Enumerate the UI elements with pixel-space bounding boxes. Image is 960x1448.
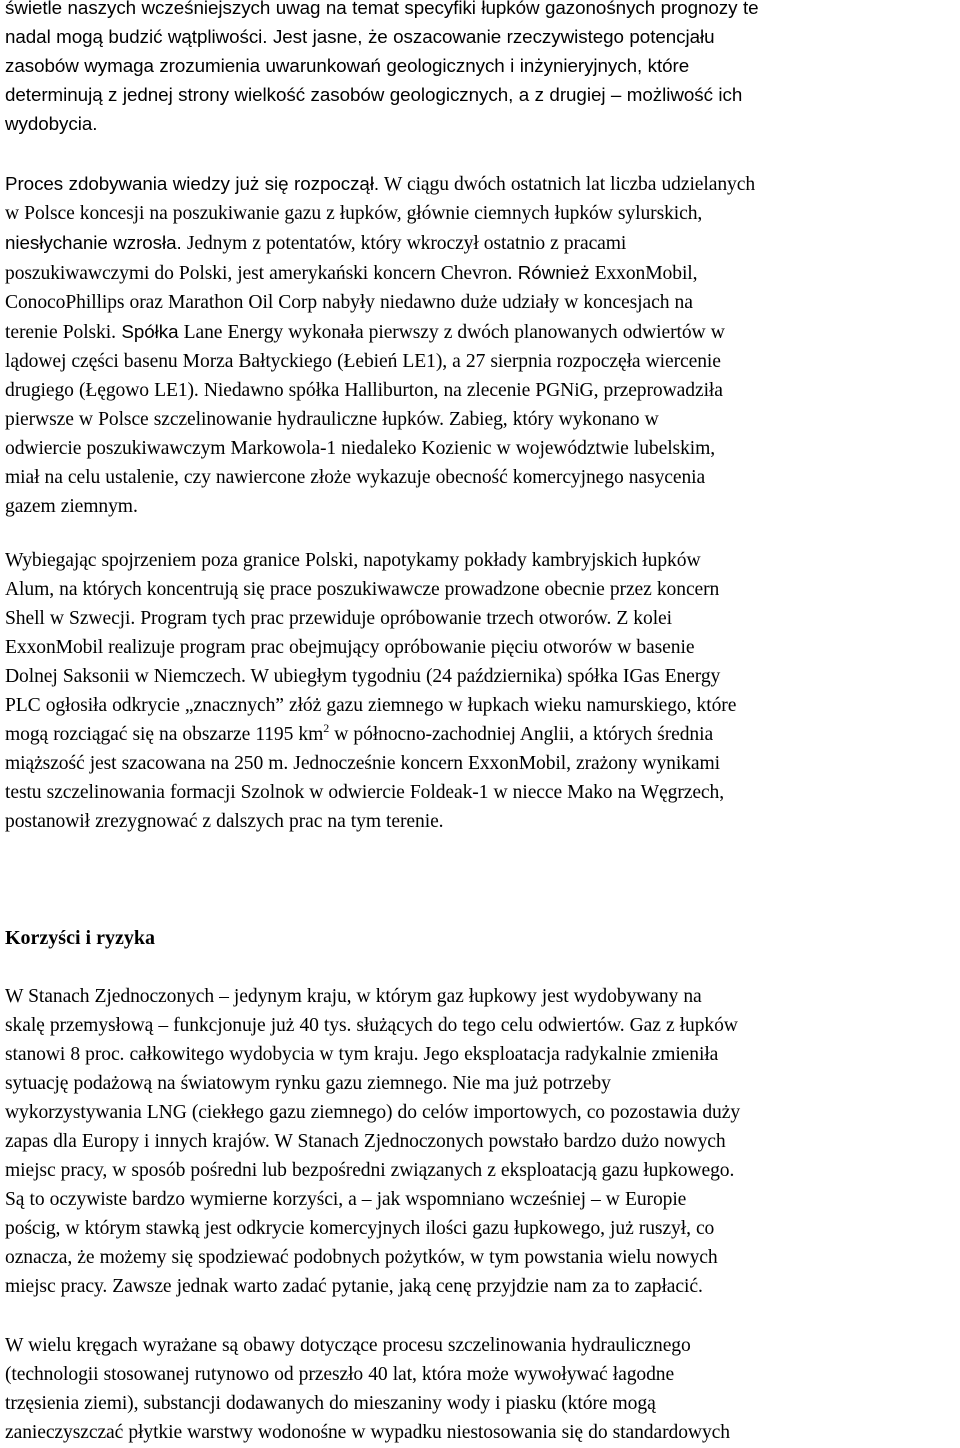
paragraph-europe-exploration: [5, 546, 736, 836]
text-line: postanowił zrezygnować z dalszych prac na tym terenie.: [5, 811, 444, 832]
text-line: Alum, na których koncentrują się prace poszukiwawcze prowadzone obecnie przez koncern: [5, 579, 720, 600]
text-line: wydobycia.: [5, 113, 98, 134]
text-line: (technologii stosowanej rutynowo od przeszło 40 lat, która może wywoływać łagodne: [5, 1364, 675, 1385]
text-line: w Polsce koncesji na poszukiwanie gazu z łupków, głównie ciemnych łupków sylurskich,: [5, 203, 703, 224]
text-line: PLC ogłosiła odkrycie „znacznych” złóż gazu ziemnego w łupkach wieku namurskiego, które: [5, 695, 737, 716]
text-line: testu szczelinowania formacji Szolnok w odwiercie Foldeak-1 w niecce Mako na Węgrzech,: [5, 782, 725, 803]
text-line: miejsc pracy. Zawsze jednak warto zadać pytanie, jaką cenę przyjdzie nam za to zapłacić.: [5, 1276, 703, 1297]
text-line: świetle naszych wcześniejszych uwag na temat specyfiki łupków gazonośnych prognozy te: [5, 0, 759, 18]
text-run: W ciągu dwóch ostatnich lat liczba udzielanych: [379, 174, 756, 195]
text-run: ExxonMobil,: [589, 263, 698, 284]
text-run: Jednym z potentatów, który wkroczył ostatnio z pracami: [181, 233, 627, 254]
text-line: nadal mogą budzić wątpliwości. Jest jasne, że oszacowanie rzeczywistego potencjału: [5, 26, 715, 47]
text-line: miał na celu ustalenie, czy nawiercone złoże wykazuje obecność komercyjnego nasycenia: [5, 467, 706, 488]
text-run: mogą rozciągać się na obszarze 1195 km: [5, 724, 324, 745]
section-heading: Korzyści i ryzyka: [5, 927, 155, 949]
text-line: Wybiegając spojrzeniem poza granice Polski, napotykamy pokłady kambryjskich łupków: [5, 550, 701, 571]
text-line: miejsc pracy, w sposób pośredni lub bezpośredni związanych z eksploatacją gazu łupkowego.: [5, 1160, 735, 1181]
text-line: Shell w Szwecji. Program tych prac przewiduje opróbowanie trzech otworów. Z kolei: [5, 608, 672, 629]
text-line: Są to oczywiste bardzo wymierne korzyści, a – jak wspomniano wcześniej – w Europie: [5, 1189, 687, 1210]
text-line: W wielu kręgach wyrażane są obawy dotyczące procesu szczelinowania hydraulicznego: [5, 1335, 691, 1356]
paragraph-shale-prognosis: [5, 0, 759, 138]
text-line: zasobów wymaga zrozumienia uwarunkowań geologicznych i inżynieryjnych, które: [5, 55, 690, 76]
text-line: zapas dla Europy i innych krajów. W Stanach Zjednoczonych powstało bardzo dużo nowych: [5, 1131, 726, 1152]
text-line: lądowej części basenu Morza Bałtyckiego (Łebień LE1), a 27 sierpnia rozpoczęła wiercenie: [5, 351, 721, 372]
paragraph-poland-concessions: [5, 169, 755, 521]
text-line: determinują z jednej strony wielkość zasobów geologicznych, a z drugiej – możliwość ich: [5, 84, 743, 105]
text-line: [5, 720, 736, 749]
text-line: miąższość jest szacowana na 250 m. Jednocześnie koncern ExxonMobil, zrażony wynikami: [5, 753, 720, 774]
text-line: pierwsze w Polsce szczelinowanie hydrauliczne łupków. Zabieg, który wykonano w: [5, 409, 659, 430]
text-line: stanowi 8 proc. całkowitego wydobycia w tym kraju. Jego eksploatacja radykalnie zmieniła: [5, 1044, 719, 1065]
text-run: Również: [512, 262, 590, 283]
text-run: niesłychanie wzrosła.: [5, 232, 182, 253]
text-line: pościg, w którym stawką jest odkrycie komercyjnych ilości gazu łupkowego, już ruszył, co: [5, 1218, 715, 1239]
text-line: Dolnej Saksonii w Niemczech. W ubiegłym tygodniu (24 października) spółka IGas Energy: [5, 666, 721, 687]
paragraph-fracking-concerns: [5, 1331, 730, 1447]
text-run: Lane Energy wykonała pierwszy z dwóch planowanych odwiertów w: [178, 322, 725, 343]
text-line: [5, 169, 755, 199]
text-line: wykorzystywania LNG (ciekłego gazu ziemnego) do celów importowych, co pozostawia duży: [5, 1102, 741, 1123]
text-line: gazem ziemnym.: [5, 496, 138, 517]
text-run: terenie Polski.: [5, 322, 116, 343]
text-line: skalę przemysłową – funkcjonuje już 40 tys. służących do tego celu odwiertów. Gaz z łupków: [5, 1015, 738, 1036]
text-line: sytuację podażową na światowym rynku gazu ziemnego. Nie ma już potrzeby: [5, 1073, 611, 1094]
text-line: ExxonMobil realizuje program prac obejmujący opróbowanie pięciu otworów w basenie: [5, 637, 695, 658]
text-run: Proces zdobywania wiedzy już się rozpoczął.: [5, 173, 380, 194]
text-line: [5, 228, 755, 258]
text-line: [5, 258, 755, 288]
text-line: drugiego (Łęgowo LE1). Niedawno spółka Halliburton, na zlecenie PGNiG, przeprowadziła: [5, 380, 723, 401]
text-run: w północno-zachodniej Anglii, a których średnia: [329, 724, 714, 745]
text-line: oznacza, że możemy się spodziewać podobnych pożytków, w tym powstania wielu nowych: [5, 1247, 718, 1268]
text-run: poszukiwawczymi do Polski, jest amerykański koncern Chevron.: [5, 263, 513, 284]
text-line: [5, 317, 755, 347]
text-run: Spółka: [115, 321, 179, 342]
paragraph-benefits-usa: [5, 982, 740, 1301]
text-line: ConocoPhillips oraz Marathon Oil Corp nabyły niedawno duże udziały w koncesjach na: [5, 292, 693, 313]
text-line: odwiercie poszukiwawczym Markowola-1 niedaleko Kozienic w województwie lubelskim,: [5, 438, 716, 459]
text-line: zanieczyszczać płytkie warstwy wodonośne w wypadku niestosowania się do standardowych: [5, 1422, 730, 1443]
text-line: W Stanach Zjednoczonych – jedynym kraju, w którym gaz łupkowy jest wydobywany na: [5, 986, 702, 1007]
text-line: trzęsienia ziemi), substancji dodawanych do mieszaniny wody i piasku (które mogą: [5, 1393, 656, 1414]
superscript: 2: [323, 721, 330, 735]
